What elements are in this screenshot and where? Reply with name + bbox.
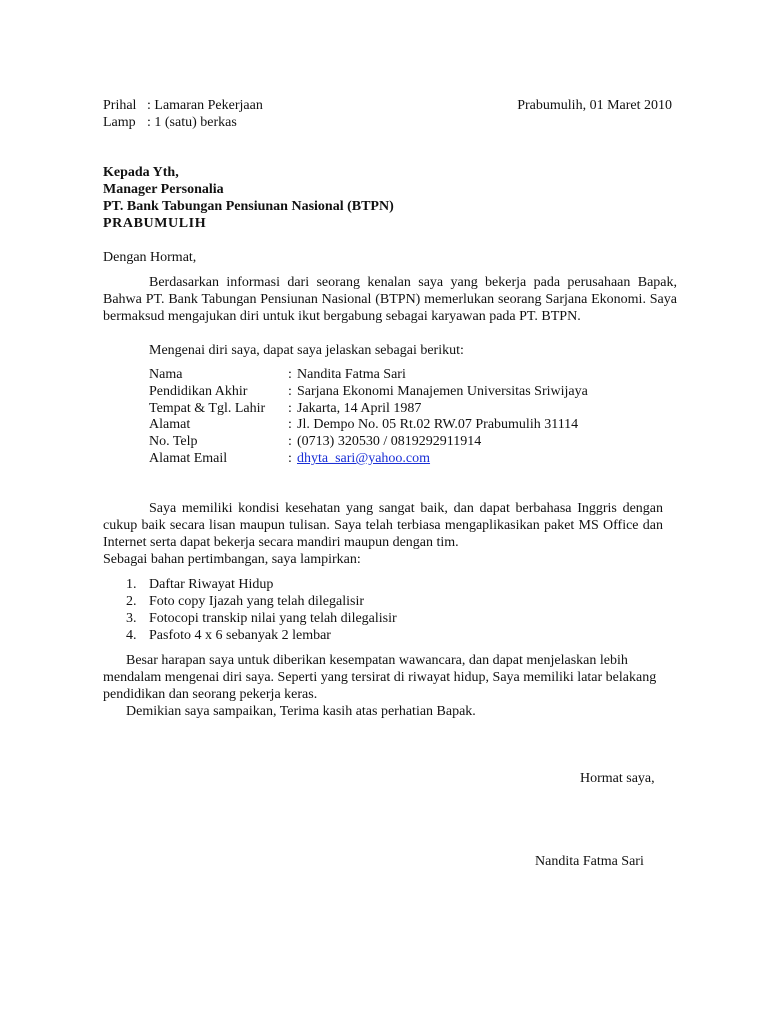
subject-value: : Lamaran Pekerjaan: [147, 98, 263, 113]
greeting: Dengan Hormat,: [103, 250, 197, 265]
skills-paragraph: Saya memiliki kondisi kesehatan yang sangat baik, dan dapat berbahasa Inggris dengan cukup baik secara lisan maupun tulisan. Saya telah terbiasa mengaplikasikan paket MS Office dan Internet serta dapat bekerja secara mandiri maupun dengan tim.: [103, 501, 663, 550]
attachment-value: : 1 (satu) berkas: [147, 115, 237, 130]
subject-label: Prihal: [103, 98, 137, 113]
place-date: Prabumulih, 01 Maret 2010: [517, 98, 672, 113]
list-item: [126, 627, 646, 644]
list-item: [126, 610, 646, 627]
bio-separator: :: [288, 417, 292, 432]
bio-key: Nama: [149, 367, 183, 382]
bio-row: [149, 433, 669, 450]
recipient-line-1: Kepada Yth,: [103, 165, 179, 180]
bio-separator: :: [288, 451, 292, 466]
bio-row: [149, 416, 669, 433]
list-text: Pasfoto 4 x 6 sebanyak 2 lembar: [149, 628, 331, 643]
list-text: Fotocopi transkip nilai yang telah dilegalisir: [149, 611, 397, 626]
bio-key: No. Telp: [149, 434, 198, 449]
closing-paragraph: Besar harapan saya untuk diberikan kesempatan wawancara, dan dapat menjelaskan lebih mendalam mengenai diri saya. Seperti yang tersirat di riwayat hidup, Saya memiliki latar belakang pendidikan dan seorang pekerja keras.: [103, 653, 657, 702]
list-item: [126, 576, 646, 593]
recipient-line-4: PRABUMULIH: [103, 216, 207, 231]
bio-separator: :: [288, 401, 292, 416]
attachment-label: Lamp: [103, 115, 136, 130]
email-link[interactable]: dhyta_sari@yahoo.com: [297, 451, 431, 466]
list-number: 3.: [126, 611, 137, 626]
list-number: 2.: [126, 594, 137, 609]
bio-row: [149, 450, 669, 467]
intro-paragraph: Berdasarkan informasi dari seorang kenalan saya yang bekerja pada perusahaan Bapak, Bahwa PT. Bank Tabungan Pensiunan Nasional (BTPN) memerlukan seorang Sarjana Ekonomi. Saya bermaksud mengajukan diri untuk ikut bergabung sebagai karyawan pada PT. BTPN.: [103, 275, 677, 324]
bio-value: (0713) 320530 / 0819292911914: [297, 434, 482, 449]
bio-separator: :: [288, 384, 292, 399]
recipient-line-2: Manager Personalia: [103, 182, 224, 197]
bio-value: Sarjana Ekonomi Manajemen Universitas Sriwijaya: [297, 384, 588, 399]
list-text: Foto copy Ijazah yang telah dilegalisir: [149, 594, 364, 609]
bio-value: Jakarta, 14 April 1987: [297, 401, 422, 416]
bio-row: [149, 366, 669, 383]
self-intro: Mengenai diri saya, dapat saya jelaskan sebagai berikut:: [149, 343, 464, 358]
bio-key: Pendidikan Akhir: [149, 384, 248, 399]
bio-key: Tempat & Tgl. Lahir: [149, 401, 266, 416]
bio-key: Alamat: [149, 417, 191, 432]
attachments-intro: Sebagai bahan pertimbangan, saya lampirkan:: [103, 552, 361, 567]
bio-separator: :: [288, 434, 292, 449]
list-text: Daftar Riwayat Hidup: [149, 577, 274, 592]
bio-row: [149, 400, 669, 417]
recipient-line-3: PT. Bank Tabungan Pensiunan Nasional (BTPN): [103, 199, 394, 214]
bio-value: Jl. Dempo No. 05 Rt.02 RW.07 Prabumulih 31114: [297, 417, 579, 432]
sign-off: Hormat saya,: [580, 771, 655, 786]
list-number: 4.: [126, 628, 137, 643]
bio-separator: :: [288, 367, 292, 382]
bio-row: [149, 383, 669, 400]
closing-line: Demikian saya sampaikan, Terima kasih atas perhatian Bapak.: [126, 704, 476, 719]
bio-key: Alamat Email: [149, 451, 228, 466]
bio-value: Nandita Fatma Sari: [297, 367, 406, 382]
list-item: [126, 593, 646, 610]
signer-name: Nandita Fatma Sari: [535, 854, 644, 869]
list-number: 1.: [126, 577, 137, 592]
